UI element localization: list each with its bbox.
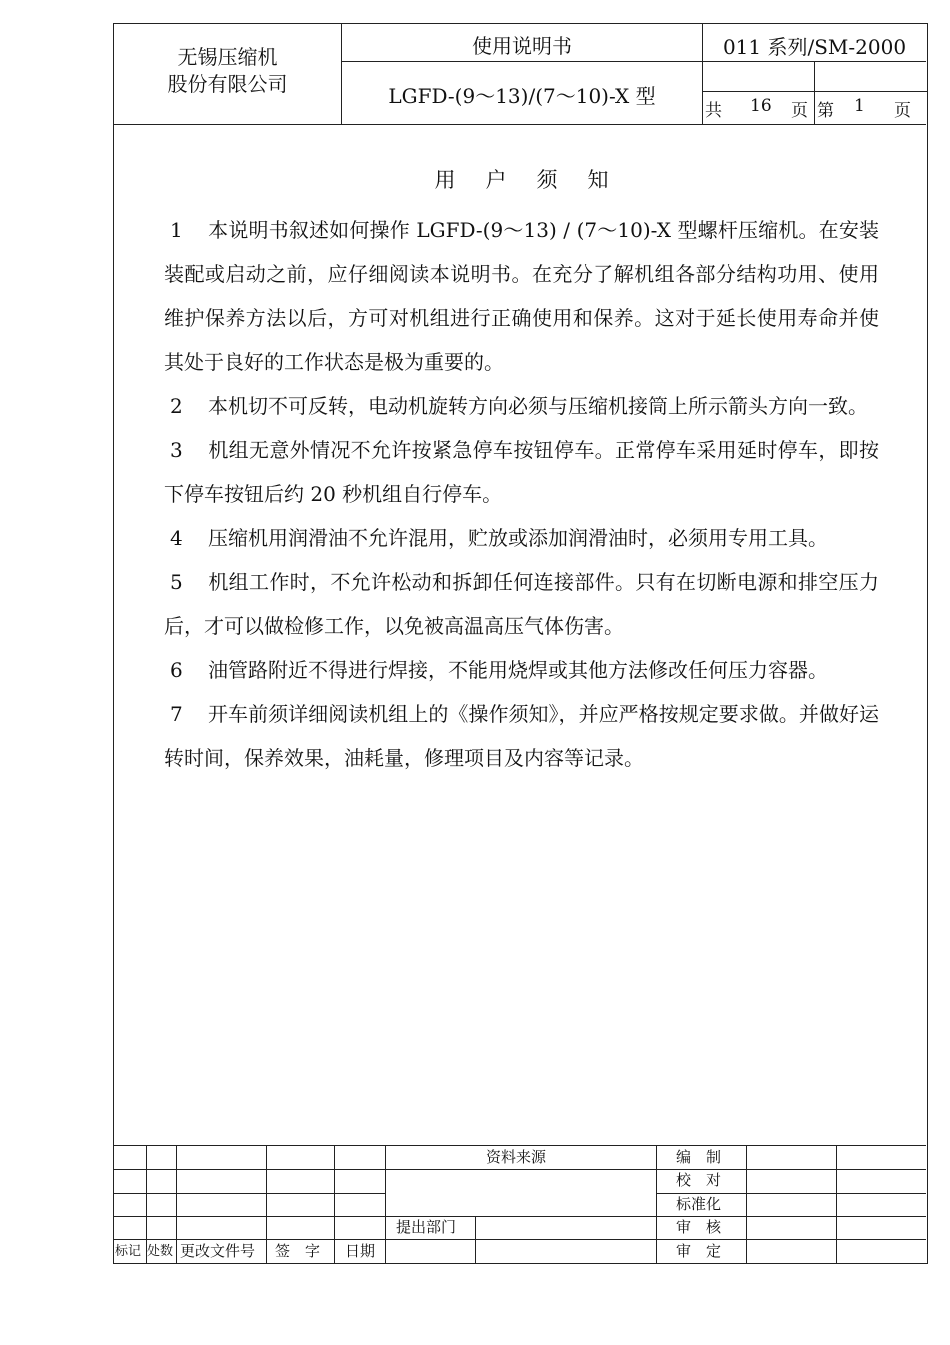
role-proof: 校 对 [676,1171,722,1189]
notice-item: 1 本说明书叙述如何操作 LGFD-(9～13) / (7～10)-X 型螺杆压缩机。在安装装配或启动之前，应仔细阅读本说明书。在充分了解机组各部分结构功用、使用维护保养方法以后，方可对机组进行正确使用和保养。这对于延长使用寿命并使其处于良好的工作状态是极为重要的。 [164,218,879,374]
revision-block [114,1145,926,1263]
company-line-2: 股份有限公司 [167,72,288,96]
source-label: 资料来源 [486,1148,547,1166]
doc-title: 使用说明书 [472,34,572,58]
company-name [114,44,341,98]
page-number: 1 [854,96,865,116]
col-sign: 签 字 [275,1242,321,1260]
notice-item: 6 油管路附近不得进行焊接，不能用烧焊或其他方法修改任何压力容器。 [170,658,828,682]
notice-item: 2 本机切不可反转，电动机旋转方向必须与压缩机接筒上所示箭头方向一致。 [170,394,868,418]
notice-heading: 用户须知 [434,168,639,192]
col-doc: 更改文件号 [180,1242,256,1260]
role-review: 审 核 [676,1218,722,1236]
series-number: 011 系列/SM-2000 [722,35,907,59]
notice-item: 5 机组工作时，不允许松动和拆卸任何连接部件。只有在切断电源和排空压力后，才可以做检修工作，以免被高温高压气体伤害。 [164,570,879,638]
notice-item: 3 机组无意外情况不允许按紧急停车按钮停车。正常停车采用延时停车，即按下停车按钮后约 20 秒机组自行停车。 [164,438,879,506]
page-label: 第 [817,101,834,121]
page-unit: 页 [791,101,808,121]
document-sheet [113,23,928,1264]
total-pages: 16 [750,96,772,116]
col-mark: 标记 [115,1244,142,1259]
notice-item: 7 开车前须详细阅读机组上的《操作须知》，并应严格按规定要求做。并做好运转时间，保养效果，油耗量，修理项目及内容等记录。 [164,702,879,770]
company-line-1: 无锡压缩机 [177,45,278,69]
title-block [114,24,926,125]
col-count: 处数 [147,1244,174,1259]
model-number: LGFD-(9～13)/(7～10)-X 型 [388,84,656,108]
col-date: 日期 [345,1242,376,1260]
role-standard: 标准化 [676,1195,722,1213]
role-compile: 编 制 [676,1148,722,1166]
total-label: 共 [705,101,722,121]
notice-item: 4 压缩机用润滑油不允许混用，贮放或添加润滑油时，必须用专用工具。 [170,526,828,550]
notice-content [164,164,879,780]
page-unit-2: 页 [894,101,911,121]
dept-label: 提出部门 [396,1218,457,1236]
role-approve: 审 定 [676,1242,722,1260]
